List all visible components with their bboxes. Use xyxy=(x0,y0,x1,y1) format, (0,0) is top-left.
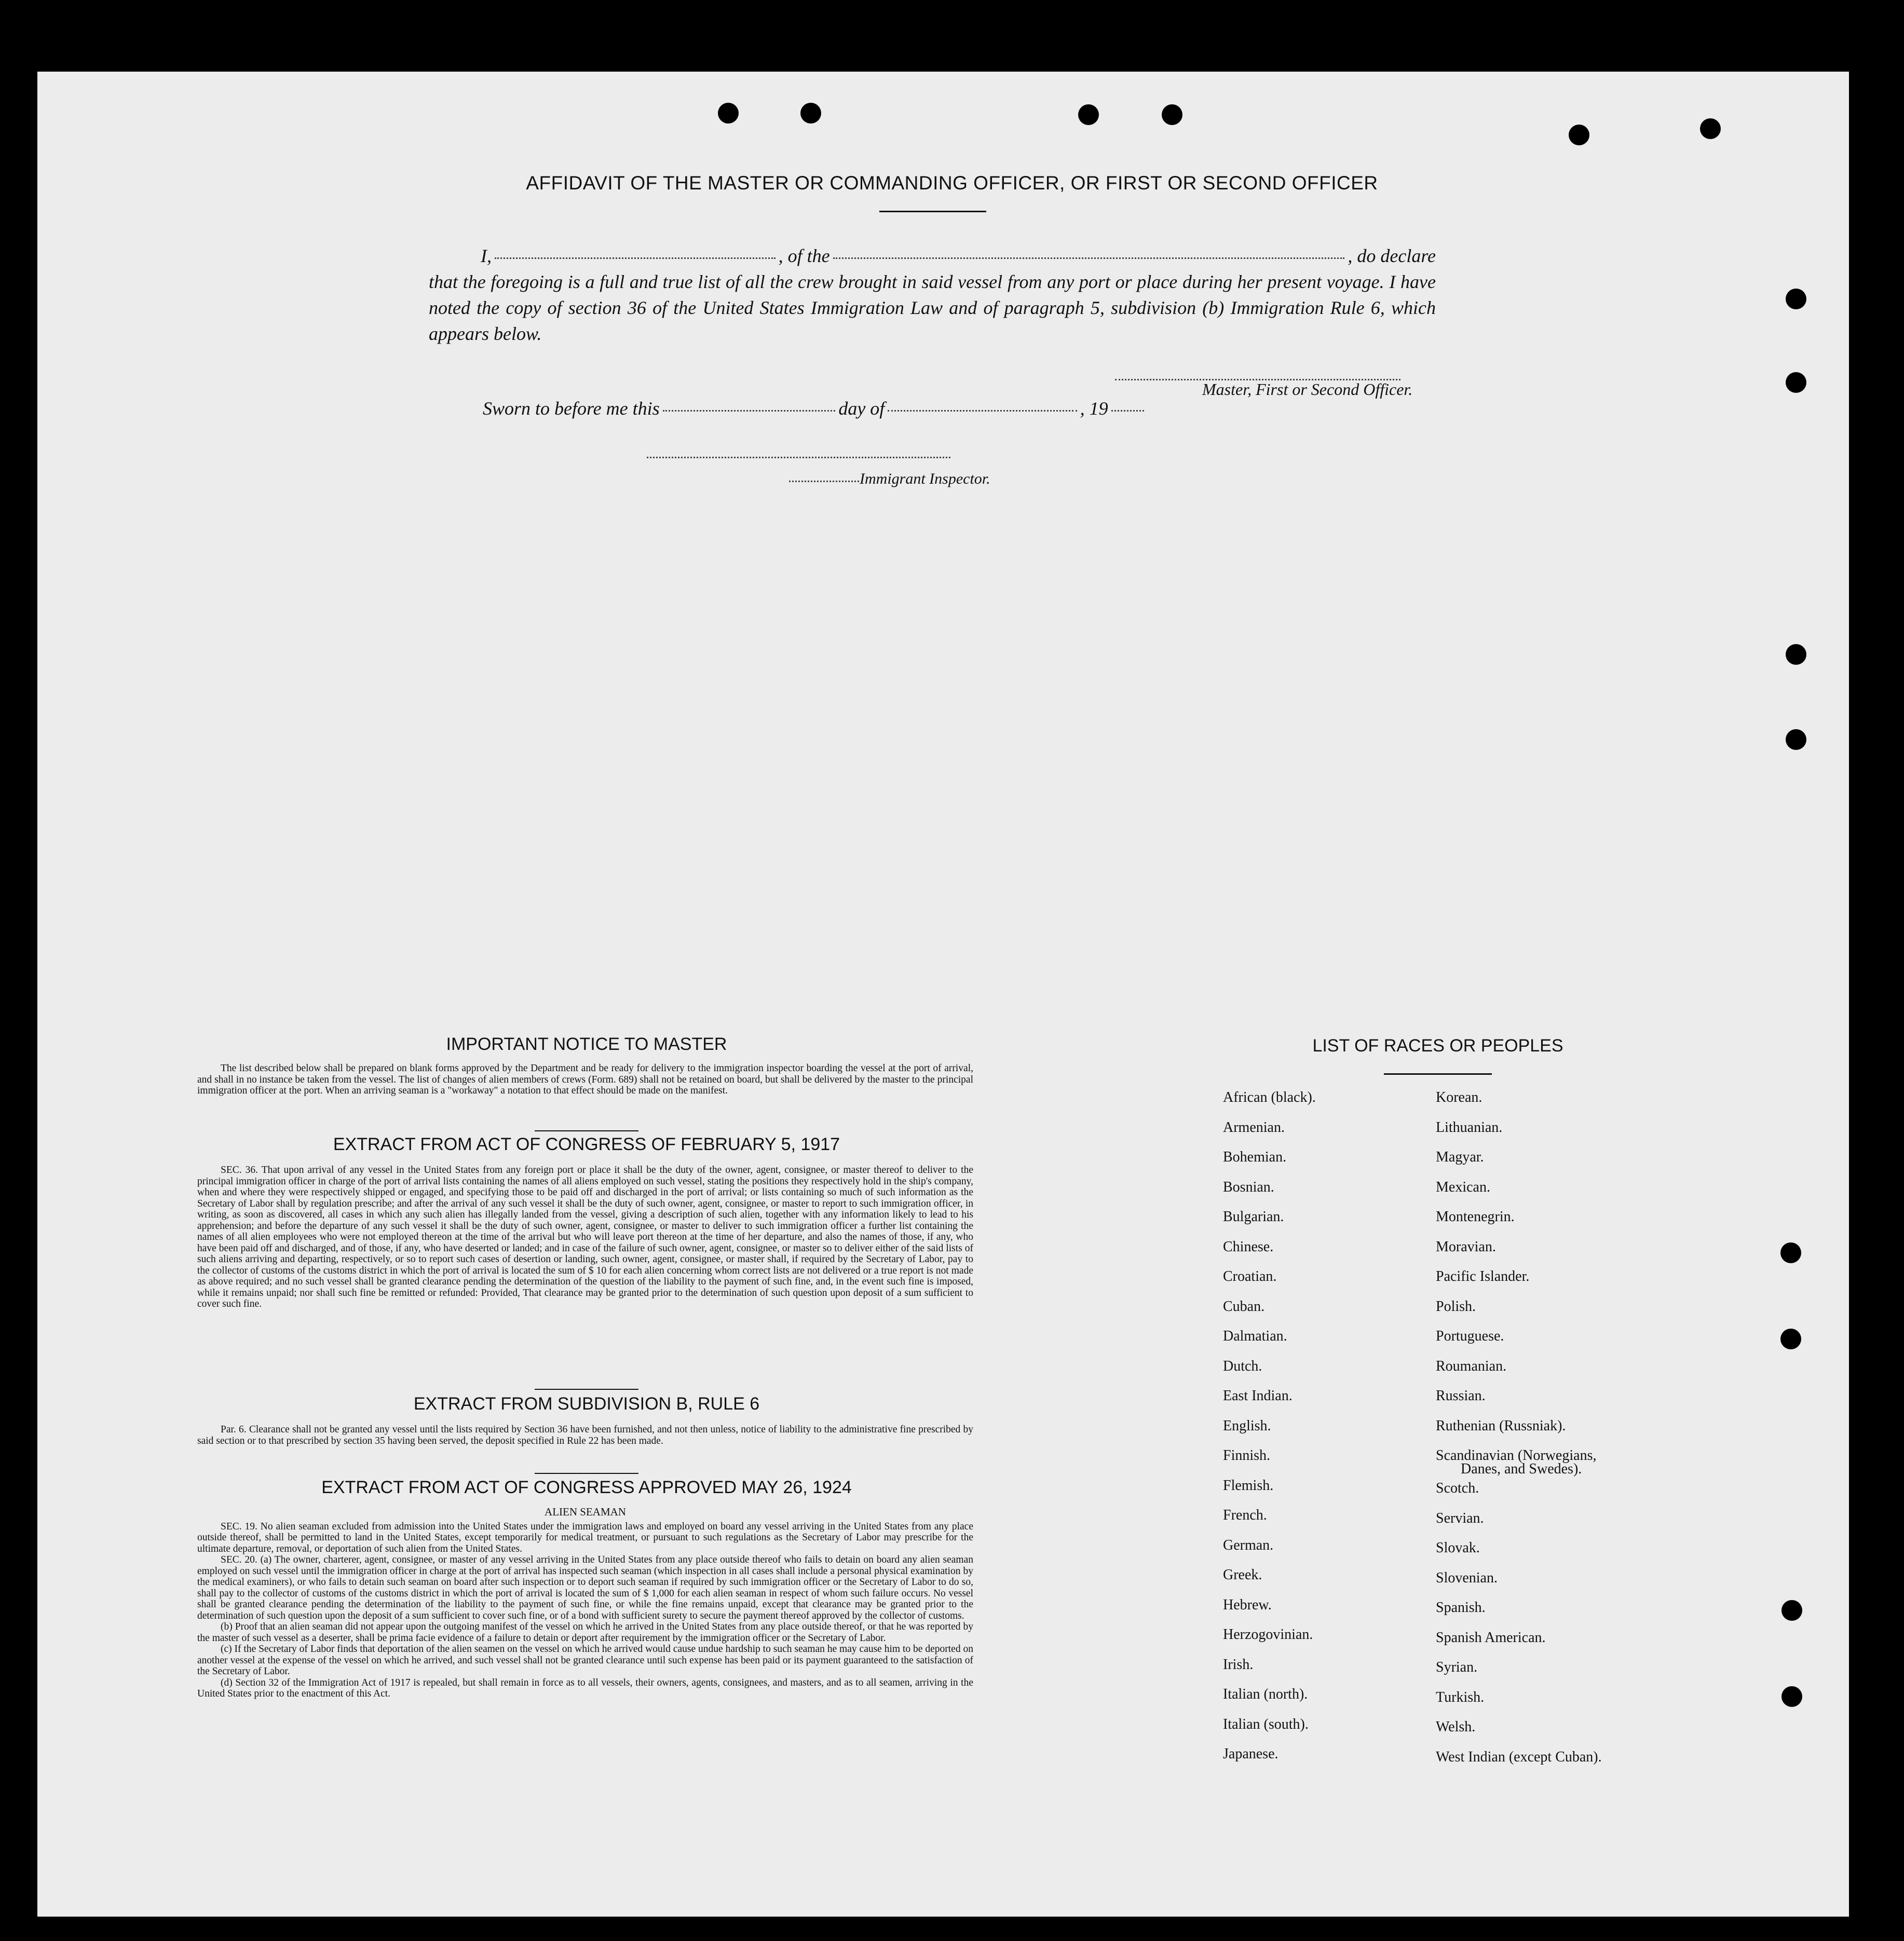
extract-1924-sec20a: SEC. 20. (a) The owner, charterer, agent, consignee, or master of any vessel arriving in the United States from any place outside thereof who fails to detain on board any alien seaman employed on such vessel until the immigration officer in charge at the port of arrival has inspected such seaman (which inspection in all cases shall include a personal physical examination by the medical examiners), or who fails to detain such seaman on board after such inspection or to deport such seaman if required by such immigration officer or the Secretary of Labor to do so, shall pay to the collector of customs of the customs district in which the port of arrival is located the sum of $ 1,000 for each alien seaman in respect of whom such failure occurs. No vessel shall be granted clearance pending the determination of the liability to the payment of such fine, or while the fine remains unpaid, except that clearance may be granted prior to the determination of such question upon the deposit of a sum sufficient to cover such fine, or of a bond with sufficient surety to secure the payment thereof approved by the collector of customs. xyxy=(197,1554,973,1621)
race-item: Spanish American. xyxy=(1436,1629,1546,1646)
sworn-day-of-label: day of xyxy=(838,398,885,419)
punch-hole-right-7 xyxy=(1781,1600,1802,1621)
inspector-signature-line-short[interactable] xyxy=(789,481,859,482)
race-item: Chinese. xyxy=(1223,1238,1274,1255)
punch-hole-right-4 xyxy=(1786,729,1806,750)
extract-1917-block xyxy=(197,1165,973,1310)
extract-1924-rule xyxy=(535,1473,638,1474)
race-item: Herzogovinian. xyxy=(1223,1626,1313,1643)
race-item: Hebrew. xyxy=(1223,1596,1272,1613)
affidavit-declare-label: , do declare xyxy=(1348,245,1436,266)
race-item: Finnish. xyxy=(1223,1447,1271,1464)
inspector-signature-line[interactable] xyxy=(647,457,950,458)
extract-1924-title: EXTRACT FROM ACT OF CONGRESS APPROVED MAY 26, 1924 xyxy=(321,1478,852,1497)
race-item: Cuban. xyxy=(1223,1298,1265,1315)
race-item: Turkish. xyxy=(1436,1689,1485,1705)
vessel-blank[interactable] xyxy=(833,257,1345,259)
race-item-line: Danes, and Swedes). xyxy=(1461,1461,1582,1477)
extract-1924-sec20c: (c) If the Secretary of Labor finds that deportation of the alien seamen on the vessel on which he arrived would cause undue hardship to such seaman he may cause him to be deported on another vessel at the expense of the vessel on which he arrived, and such vessel shall not be granted clearance until such expense has been paid or its payment guaranteed to the satisfaction of the Secretary of Labor. xyxy=(197,1644,973,1677)
race-item: Pacific Islander. xyxy=(1436,1268,1530,1284)
race-item: Portuguese. xyxy=(1436,1328,1504,1344)
sworn-year-blank[interactable] xyxy=(1111,410,1144,412)
affidavit-declaration-line xyxy=(429,243,1436,269)
punch-hole-top-3 xyxy=(1078,104,1099,125)
extract-1924-sec19: SEC. 19. No alien seaman excluded from admission into the United States under the immigration laws and employed on board any vessel arriving in the United States from any place outside thereof, shall be permitted to land in the United States, except temporarily for medical treatment, or pursuant to such regulations as the Secretary of Labor may prescribe for the ultimate departure, removal, or deportation of such alien from the United States. xyxy=(197,1521,973,1554)
race-item: Spanish. xyxy=(1436,1600,1486,1616)
notice-text: The list described below shall be prepared on blank forms approved by the Department and be ready for delivery to the immigration inspector boarding the vessel at the port of arrival, and shall in no instance be taken from the vessel. The list of changes of alien members of crews (Form. 689) shall not be retained on board, but shall be delivered by the master to the principal immigration officer at the port. When an arriving seaman is a "workaway" a notation to that effect should be made on the manifest. xyxy=(197,1063,973,1096)
extract-1924-sec20b: (b) Proof that an alien seaman did not appear upon the outgoing manifest of the vessel on which he arrived in the United States from any place outside thereof, or that he was reported by the master of such vessel as a deserter, shall be prima facie evidence of a failure to detain or deport after requirement by the immigration officer or the Secretary of Labor. xyxy=(197,1621,973,1644)
punch-hole-right-2 xyxy=(1786,372,1806,393)
race-item: Bulgarian. xyxy=(1223,1209,1284,1225)
race-item: Armenian. xyxy=(1223,1119,1285,1136)
race-item: Slovak. xyxy=(1436,1540,1480,1556)
race-item: Scotch. xyxy=(1436,1480,1479,1496)
races-right-column xyxy=(1436,1090,1602,1779)
affidavit-text: that the foregoing is a full and true list of all the crew brought in said vessel from any port or place during her present voyage. I have noted the copy of section 36 of the United States Immigration Law and of paragraph 5, subdivision (b) Immigration Rule 6, which appears below. xyxy=(429,271,1436,344)
race-item: Bohemian. xyxy=(1223,1149,1287,1165)
affidavit-of-the-label: , of the xyxy=(778,245,830,266)
extract-rule6-text: Par. 6. Clearance shall not be granted any vessel until the lists required by Section 36 have been furnished, and not then unless, notice of liability to the administrative fine prescribed by said section or to that prescribed by section 35 having been served, the deposit specified in Rule 22 has been made. xyxy=(197,1424,973,1446)
punch-hole-right-6 xyxy=(1780,1329,1801,1349)
extract-rule6-rule xyxy=(535,1389,638,1390)
race-item: West Indian (except Cuban). xyxy=(1436,1748,1602,1765)
race-item: French. xyxy=(1223,1507,1267,1523)
sworn-day-blank[interactable] xyxy=(663,410,836,412)
extract-1924-sec20d: (d) Section 32 of the Immigration Act of 1917 is repealed, but shall remain in force as to all vessels, their owners, agents, consignees, and masters, and as to all seamen, arriving in the United States prior to the enactment of this Act. xyxy=(197,1677,973,1699)
race-item: Korean. xyxy=(1436,1089,1483,1105)
race-item: Italian (south). xyxy=(1223,1716,1309,1732)
race-item: Syrian. xyxy=(1436,1659,1478,1675)
sworn-line xyxy=(483,398,1147,419)
race-item: Magyar. xyxy=(1436,1149,1484,1165)
name-blank[interactable] xyxy=(495,257,776,259)
race-item: Servian. xyxy=(1436,1510,1484,1526)
race-item: Japanese. xyxy=(1223,1746,1279,1762)
race-item xyxy=(1436,1448,1602,1481)
sworn-month-blank[interactable] xyxy=(888,410,1077,412)
punch-hole-top-6 xyxy=(1700,118,1721,139)
race-item: Moravian. xyxy=(1436,1238,1496,1255)
race-item: African (black). xyxy=(1223,1089,1316,1105)
punch-hole-right-3 xyxy=(1786,644,1806,665)
affidavit-title: AFFIDAVIT OF THE MASTER OR COMMANDING OFFICER, OR FIRST OR SECOND OFFICER xyxy=(526,172,1378,194)
affidavit-body xyxy=(429,243,1436,347)
affidavit-i-label: I, xyxy=(481,245,492,266)
race-item: Bosnian. xyxy=(1223,1179,1274,1195)
race-item: Mexican. xyxy=(1436,1179,1490,1195)
race-item: Polish. xyxy=(1436,1298,1476,1315)
race-item-line: Scandinavian (Norwegians, xyxy=(1436,1447,1597,1464)
race-item: Russian. xyxy=(1436,1388,1486,1404)
race-item: Montenegrin. xyxy=(1436,1209,1515,1225)
race-item: Roumanian. xyxy=(1436,1358,1507,1374)
race-item: Ruthenian (Russniak). xyxy=(1436,1417,1566,1434)
race-item: Croatian. xyxy=(1223,1268,1277,1284)
extract-rule6-title: EXTRACT FROM SUBDIVISION B, RULE 6 xyxy=(413,1394,760,1414)
race-item: Italian (north). xyxy=(1223,1686,1308,1702)
inspector-label: Immigrant Inspector. xyxy=(860,470,990,487)
master-signature-label: Master, First or Second Officer. xyxy=(1202,380,1413,399)
extract-1917-title: EXTRACT FROM ACT OF CONGRESS OF FEBRUARY 5, 1917 xyxy=(333,1134,840,1154)
races-title: LIST OF RACES OR PEOPLES xyxy=(1312,1036,1563,1056)
notice-title: IMPORTANT NOTICE TO MASTER xyxy=(446,1034,727,1054)
punch-hole-right-1 xyxy=(1786,289,1806,309)
races-left-column xyxy=(1223,1090,1316,1776)
race-item: Slovenian. xyxy=(1436,1569,1498,1586)
affidavit-title-rule xyxy=(879,211,986,212)
punch-hole-top-4 xyxy=(1162,104,1182,125)
race-item: German. xyxy=(1223,1537,1274,1553)
notice-text-block xyxy=(197,1063,973,1097)
extract-1924-block xyxy=(197,1506,973,1700)
punch-hole-right-5 xyxy=(1780,1242,1801,1263)
race-item: Dalmatian. xyxy=(1223,1328,1287,1344)
extract-1917-rule xyxy=(535,1130,638,1131)
race-item: Flemish. xyxy=(1223,1477,1274,1494)
extract-1917-text: SEC. 36. That upon arrival of any vessel in the United States from any foreign port or place it shall be the duty of the owner, agent, consignee, or master thereof to deliver to the principal immigration officer in charge of the port of arrival lists containing the names of all aliens employed on such vessel, stating the positions they respectively hold in the ship's company, when and where they were respectively shipped or engaged, and specifying those to be paid off and discharged in the port of arrival; or lists containing so much of such information as the Secretary of Labor shall by regulation prescribe; and after the arrival of any such vessel it shall be the duty of such owner, agent, consignee, or master to report to such immigration officer, in writing, as soon as discovered, all cases in which any such alien has illegally landed from the vessel, giving a description of such alien, together with any information likely to lead to his apprehension; and before the departure of any such vessel it shall be the duty of such owner, agent, consignee, or master to deliver to such immigration officer a further list containing the names of all alien employees who were not employed thereon at the time of the arrival but who will leave port thereon at the time of her departure, and also the names of those, if any, who have been paid off and discharged, and of those, if any, who have deserted or landed; and in case of the failure of such owner, agent, consignee, or master so to deliver either of the said lists of such aliens arriving and departing, respectively, or so to report such cases of desertion or landing, such owner, agent, consignee, or master shall, if required by the Secretary of Labor, pay to the collector of customs of the customs district in which the port of arrival is located the sum of $ 10 for each alien concerning whom correct lists are not delivered or a true report is not made as above required; and no such vessel shall be granted clearance pending the determination of the question of the liability to the payment of such fine, and, in the event such fine is imposed, while it remains unpaid; nor shall such fine be remitted or refunded: Provided, That clearance may be granted prior to the determination of such question upon deposit of a sum sufficient to cover such fine. xyxy=(197,1165,973,1309)
punch-hole-right-8 xyxy=(1781,1686,1802,1707)
race-item: Welsh. xyxy=(1436,1719,1476,1735)
punch-hole-top-2 xyxy=(800,103,821,124)
race-item: Irish. xyxy=(1223,1656,1254,1673)
race-item: Dutch. xyxy=(1223,1358,1262,1374)
sworn-prefix: Sworn to before me this xyxy=(483,398,660,419)
sworn-year-label: , 19 xyxy=(1080,398,1108,419)
race-item: Greek. xyxy=(1223,1567,1262,1583)
race-item: English. xyxy=(1223,1417,1271,1434)
race-item: Lithuanian. xyxy=(1436,1119,1503,1136)
race-item: East Indian. xyxy=(1223,1388,1293,1404)
extract-1924-subtitle: ALIEN SEAMAN xyxy=(545,1506,626,1518)
races-title-rule xyxy=(1384,1073,1492,1075)
punch-hole-top-1 xyxy=(718,103,739,124)
punch-hole-top-5 xyxy=(1569,125,1589,145)
extract-rule6-block xyxy=(197,1424,973,1446)
